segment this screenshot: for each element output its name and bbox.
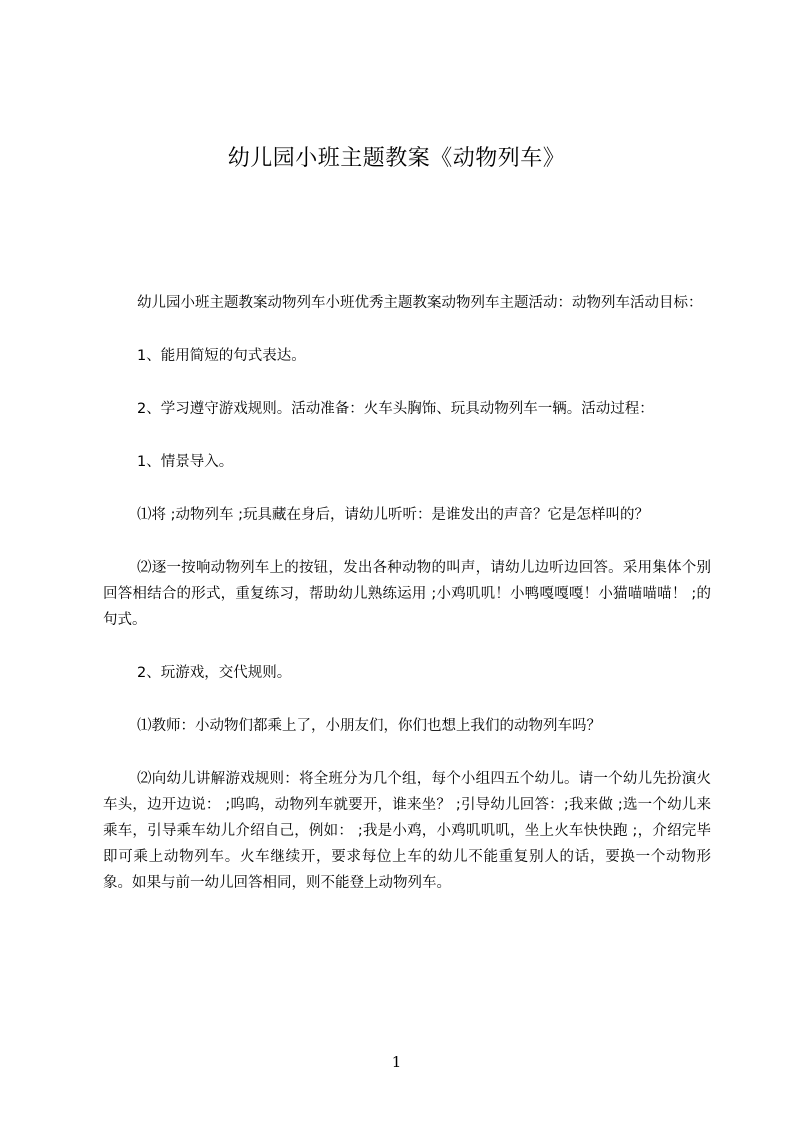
paragraph-step-2-1: ⑴教师：小动物们都乘上了，小朋友们，你们也想上我们的动物列车吗？ (137, 718, 601, 734)
paragraph-step-1: 1、情景导入。 (137, 454, 234, 470)
paragraph-step-1-1: ⑴将 ;动物列车 ;玩具藏在身后，请幼儿听听：是谁发出的声音？它是怎样叫的？ (137, 507, 649, 523)
paragraph-goal-2: 2、学习遵守游戏规则。活动准备：火车头胸饰、玩具动物列车一辆。活动过程： (137, 401, 654, 417)
paragraph-step-1-2: ⑵逐一按响动物列车上的按钮，发出各种动物的叫声，请幼儿边听边回答。采用集体个别回答相结合的形式，重复练习，帮助幼儿熟练运用 ;小鸡叽叽！小鸭嘎嘎嘎！小猫喵喵喵！ ;的句式。 (103, 560, 711, 628)
paragraph-step-2: 2、玩游戏，交代规则。 (137, 665, 292, 681)
paragraph-step-2-2: ⑵向幼儿讲解游戏规则：将全班分为几个组，每个小组四五个幼儿。请一个幼儿先扮演火车头，边开边说： ;呜呜，动物列车就要开，谁来坐？ ;引导幼儿回答：;我来做 ;选一个幼儿来乘车，引导乘车幼儿介绍自己，例如： ;我是小鸡，小鸡叽叽叽，坐上火车快快跑 ;，介绍完毕即可乘上动物列车。火车继续开，要求每位上车的幼儿不能重复别人的话，要换一个动物形象。如果与前一幼儿回答相同，则不能登上动物列车。 (103, 771, 711, 891)
document-body (103, 290, 711, 923)
paragraph-intro: 幼儿园小班主题教案动物列车小班优秀主题教案动物列车主题活动：动物列车活动目标： (137, 295, 703, 311)
paragraph-goal-1: 1、能用简短的句式表达。 (137, 348, 306, 364)
page-number: 1 (391, 1053, 402, 1071)
document-title: 幼儿园小班主题教案《动物列车》 (227, 146, 566, 171)
